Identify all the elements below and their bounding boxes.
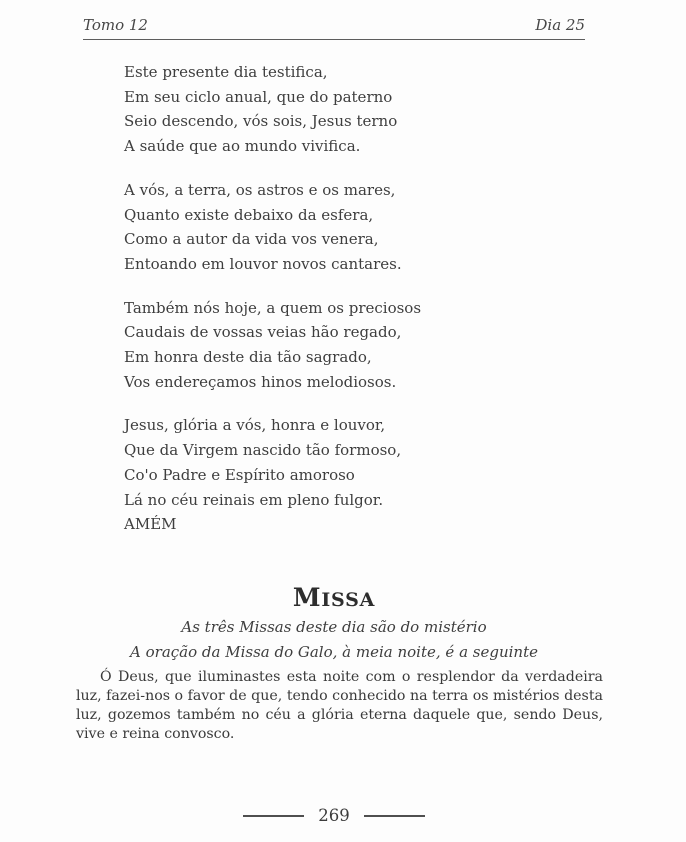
poem-line: A vós, a terra, os astros e os mares, [124,180,396,199]
poem-line: Como a autor da vida vos venera, [124,230,379,249]
poem-line: Jesus, glória a vós, honra e louvor, [124,416,386,435]
poem-line: Este presente dia testifica, [124,63,328,81]
poem-line: Também nós hoje, a quem os preciosos [124,298,422,317]
footer-rule-right [364,815,425,817]
poem-line: Lá no céu reinais em pleno fulgor. [124,490,384,509]
poem-line: Vos endereçamos hinos melodiosos. [124,372,397,391]
section-title-missa: MISSA [292,583,376,612]
rubric-line-1: As três Missas deste dia são do mistério [181,618,487,636]
poem-line: Quanto existe debaixo da esfera, [124,205,374,224]
header-volume-label: Tomo 12 [83,16,148,34]
page-number: 269 [318,806,350,825]
prayer-text: Ó Deus, que iluminastes esta noite com o resplendor da verdadeira luz, fazei-nos o favor de que, tendo conhecido na terra os mistérios desta luz, gozemos também no céu a glória eterna daquele que, sendo Deus, vive e reina convosco. [76,669,603,742]
stanza-3 [124,296,421,395]
poem-line: Co'o Padre e Espírito amoroso [124,465,355,484]
poem-line: Seio descendo, vós sois, Jesus terno [124,112,398,131]
rubric-line-2: A oração da Missa do Galo, à meia noite, é a seguinte [130,643,538,661]
footer-rule-left [243,815,304,817]
header-day-label: Dia 25 [535,16,585,34]
poem-line: Caudais de vossas veias hão regado, [124,323,402,342]
stanza-1 [124,60,421,159]
page-footer [83,806,585,826]
stanza-4 [124,413,421,537]
poem-line: Entoando em louvor novos cantares. [124,254,402,273]
poem-line: Em honra deste dia tão sagrado, [124,348,372,367]
stanza-2 [124,178,421,277]
hymn-poem [124,60,421,556]
running-head [83,16,585,40]
poem-line: Em seu ciclo anual, que do paterno [124,87,393,106]
poem-line: A saúde que ao mundo vivifica. [124,137,361,156]
poem-line: Que da Virgem nascido tão formoso, [124,441,402,460]
poem-amen-line: AMÉM [124,515,177,534]
